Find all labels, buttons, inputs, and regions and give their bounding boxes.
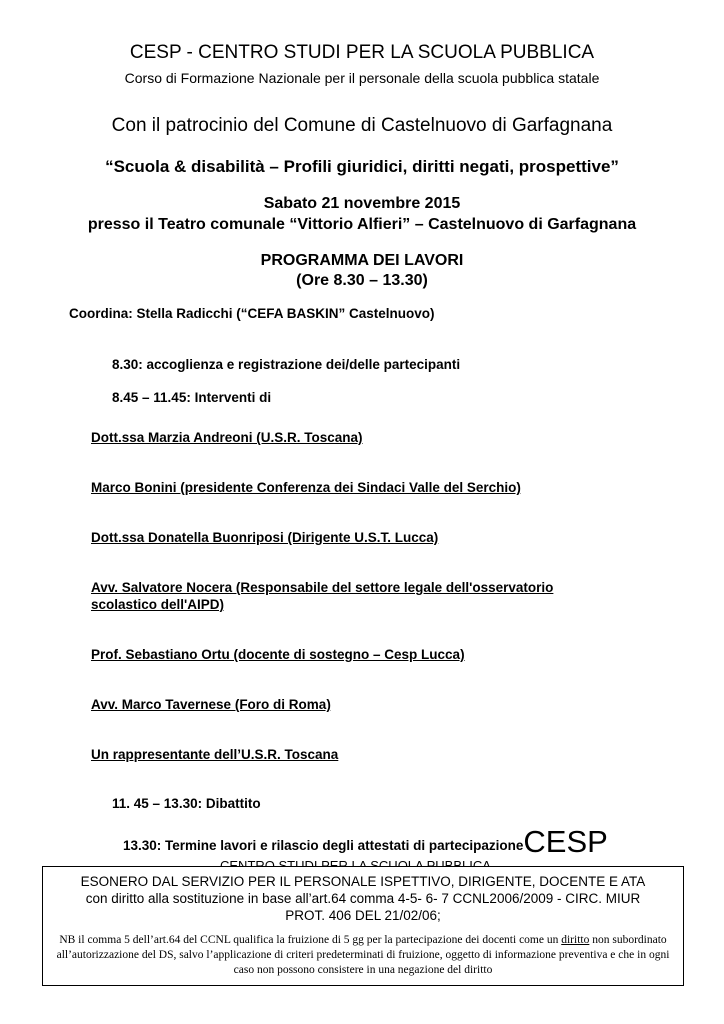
patronage-line: Con il patrocinio del Comune di Castelnuovo di Garfagnana <box>111 115 613 136</box>
schedule-item-talks: 8.45 – 11.45: Interventi di <box>112 390 272 405</box>
organization-title: CESP - CENTRO STUDI PER LA SCUOLA PUBBLICA <box>129 42 595 63</box>
closing-line <box>123 822 608 858</box>
speaker-tavernese: Avv. Marco Tavernese (Foro di Roma) <box>91 697 331 712</box>
speaker-nocera-line1: Avv. Salvatore Nocera (Responsabile del settore legale dell'osservatorio <box>91 580 554 595</box>
speaker-ortu: Prof. Sebastiano Ortu (docente di sostegno – Cesp Lucca) <box>91 647 465 662</box>
event-date: Sabato 21 novembre 2015 <box>263 195 461 212</box>
cesp-logo-text: CESP <box>523 824 608 859</box>
schedule-item-debate: 11. 45 – 13.30: Dibattito <box>112 796 261 811</box>
speaker-usr-representative: Un rappresentante dell’U.S.R. Toscana <box>91 747 339 762</box>
notice-line-3: PROT. 406 DEL 21/02/06; <box>285 908 441 923</box>
coordinator-line: Coordina: Stella Radicchi (“CEFA BASKIN” Castelnuovo) <box>69 306 435 321</box>
closing-text: 13.30: Termine lavori e rilascio degli attestati di partecipazione <box>123 838 524 853</box>
speaker-nocera-line2: scolastico dell'AIPD) <box>91 597 224 612</box>
notice-line-2: con diritto alla sostituzione in base all’art.64 comma 4-5- 6- 7 CCNL2006/2009 - CIRC. MIUR <box>85 891 641 906</box>
leave-notice-main <box>43 873 683 924</box>
note-text-start: NB il comma 5 dell’art.64 del CCNL qualifica la fruizione di 5 gg per la partecipazione dei docenti come un <box>59 934 562 946</box>
course-subtitle: Corso di Formazione Nazionale per il personale della scuola pubblica statale <box>124 70 600 86</box>
note-text-end: non subordinato all’autorizzazione del DS, salvo l’applicazione di criteri predeterminati di fruizione, oggetto di informazione preventiva e che in ogni caso non possono consistere in una negazione del diritto <box>56 934 670 976</box>
program-hours: (Ore 8.30 – 13.30) <box>296 272 428 289</box>
event-venue: presso il Teatro comunale “Vittorio Alfieri” – Castelnuovo di Garfagnana <box>87 216 637 233</box>
schedule-item-welcome: 8.30: accoglienza e registrazione dei/delle partecipanti <box>112 357 461 372</box>
speaker-buonriposi: Dott.ssa Donatella Buonriposi (Dirigente U.S.T. Lucca) <box>91 530 439 545</box>
event-date-block <box>0 193 724 235</box>
speaker-bonini: Marco Bonini (presidente Conferenza dei Sindaci Valle del Serchio) <box>91 480 521 495</box>
leave-notice-note <box>53 933 673 978</box>
notice-line-1: ESONERO DAL SERVIZIO PER IL PERSONALE ISPETTIVO, DIRIGENTE, DOCENTE E ATA <box>80 874 646 889</box>
program-heading: PROGRAMMA DEI LAVORI <box>260 252 464 269</box>
event-title: “Scuola & disabilità – Profili giuridici, diritti negati, prospettive” <box>105 157 619 176</box>
program-heading-block <box>0 251 724 291</box>
note-text-underlined: diritto <box>561 934 590 946</box>
leave-notice-box <box>42 866 684 986</box>
speaker-andreoni: Dott.ssa Marzia Andreoni (U.S.R. Toscana) <box>91 430 363 445</box>
